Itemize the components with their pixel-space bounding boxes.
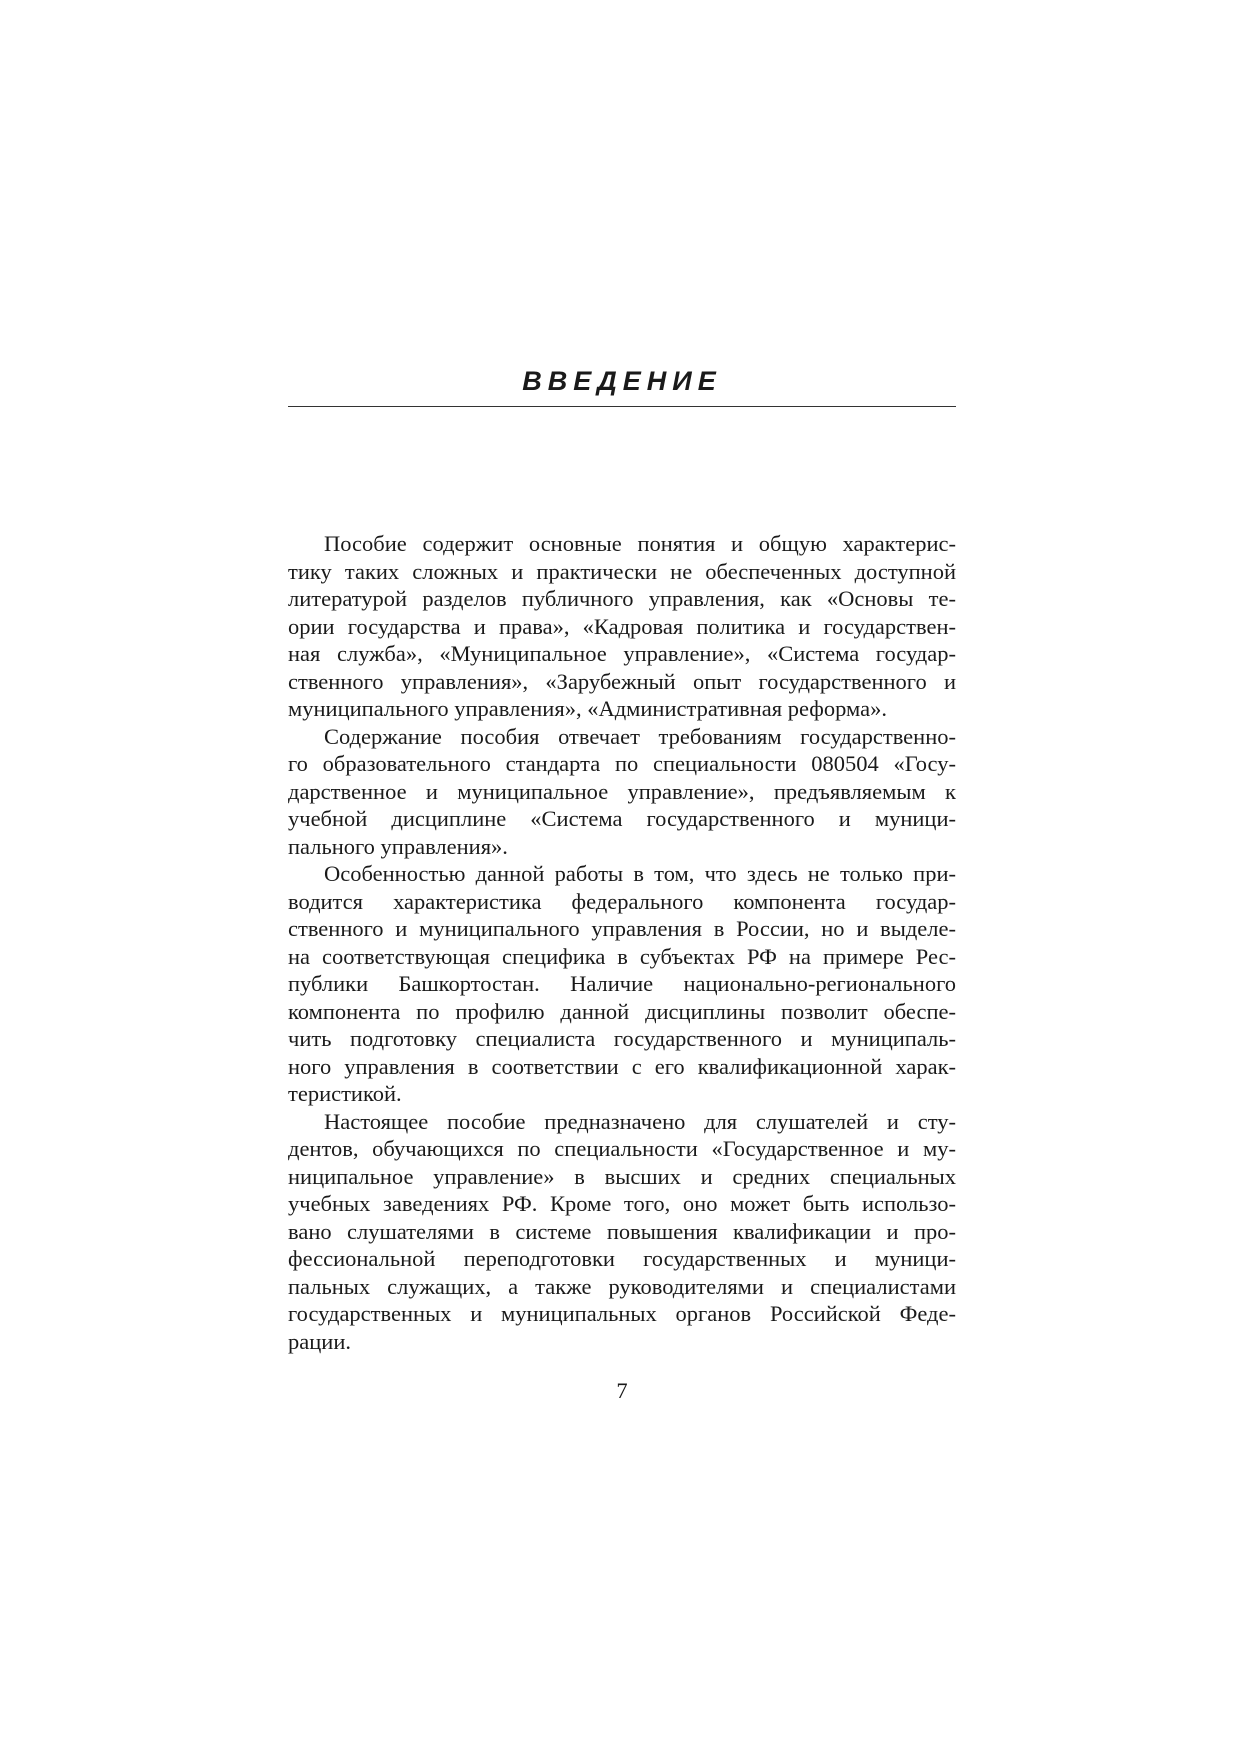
text-line: учебной дисциплине «Система государственного и муници-: [288, 806, 956, 831]
text-line: Пособие содержит основные понятия и общую характерис-: [324, 531, 956, 556]
text-line: публики Башкортостан. Наличие национально-регионального: [288, 971, 956, 996]
text-line: государственных и муниципальных органов Российской Феде-: [288, 1301, 956, 1326]
heading-rule: [288, 406, 956, 407]
paragraph: [288, 860, 956, 1108]
text-line: Настоящее пособие предназначено для слушателей и сту-: [324, 1108, 956, 1134]
text-line: ниципальное управление» в высших и средних специальных: [288, 1163, 956, 1189]
paragraph: [288, 1108, 956, 1356]
text-line: дарственное и муниципальное управление», предъявляемым к: [288, 778, 956, 804]
text-line: чить подготовку специалиста государственного и муниципаль-: [288, 1026, 956, 1051]
text-line: учебных заведениях РФ. Кроме того, оно может быть использо-: [288, 1191, 956, 1216]
text-line: ная служба», «Муниципальное управление», «Система государ-: [288, 641, 956, 666]
paragraph: [288, 530, 956, 723]
text-line: ственного и муниципального управления в России, но и выделе-: [288, 916, 956, 941]
page-number: 7: [616, 1378, 628, 1403]
section-heading: ВВЕДЕНИЕ: [522, 366, 722, 396]
text-line: пальных служащих, а также руководителями и специалистами: [288, 1273, 956, 1299]
text-line: тику таких сложных и практически не обеспеченных доступной: [288, 558, 956, 584]
text-line: вано слушателями в системе повышения квалификации и про-: [288, 1218, 956, 1244]
paragraph: [288, 723, 956, 861]
text-line: пального управления».: [288, 833, 508, 859]
text-line: муниципального управления», «Административная реформа».: [288, 696, 887, 721]
text-line: компонента по профилю данной дисциплины позволит обеспе-: [288, 998, 956, 1024]
text-line: фессиональной переподготовки государственных и муници-: [288, 1246, 956, 1271]
body-text: [288, 530, 956, 1355]
text-line: Содержание пособия отвечает требованиям государственно-: [324, 723, 956, 749]
text-line: ории государства и права», «Кадровая политика и государствен-: [288, 613, 956, 639]
text-line: рации.: [288, 1328, 351, 1354]
text-line: водится характеристика федерального компонента государ-: [288, 888, 956, 914]
text-line: теристикой.: [288, 1081, 402, 1106]
text-line: на соответствующая специфика в субъектах РФ на примере Рес-: [288, 943, 956, 969]
text-line: литературой разделов публичного управления, как «Основы те-: [288, 586, 956, 611]
text-line: ного управления в соответствии с его квалификационной харак-: [288, 1053, 956, 1079]
text-line: го образовательного стандарта по специальности 080504 «Госу-: [288, 751, 956, 776]
text-line: ственного управления», «Зарубежный опыт государственного и: [288, 668, 956, 694]
text-line: Особенностью данной работы в том, что здесь не только при-: [324, 861, 956, 886]
text-line: дентов, обучающихся по специальности «Государственное и му-: [288, 1136, 956, 1161]
